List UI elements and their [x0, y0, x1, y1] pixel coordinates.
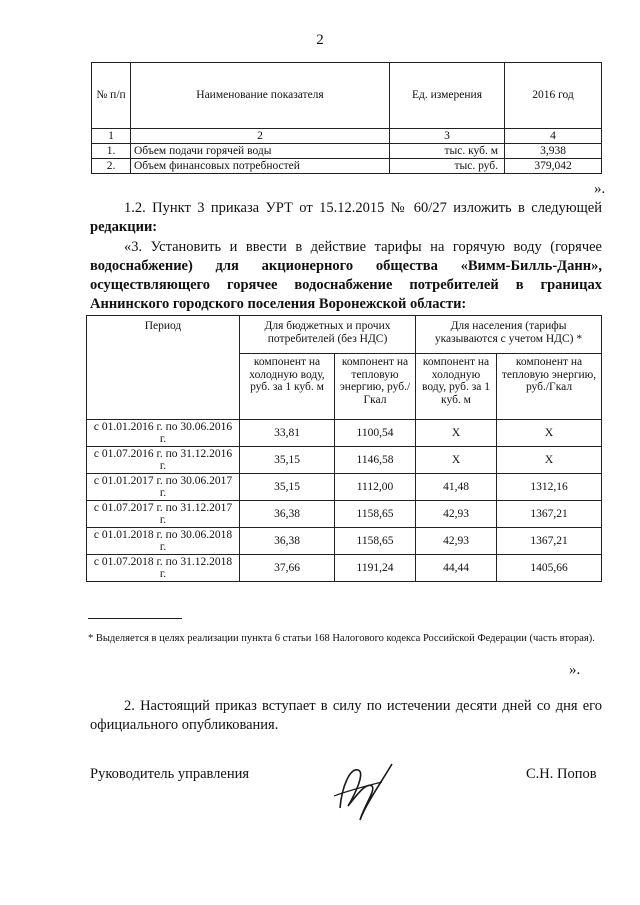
- table-row: [87, 501, 602, 528]
- value-cell: 37,66: [240, 555, 335, 582]
- page-number: 2: [316, 32, 324, 48]
- row-value: 3,938: [505, 144, 602, 159]
- para-2-line: 2. Настоящий приказ вступает в силу по истечении десяти дней со дня его: [124, 698, 602, 714]
- col-header-name: Наименование показателя: [131, 63, 390, 129]
- col-number: 1: [92, 129, 131, 144]
- value-cell: 42,93: [416, 528, 497, 555]
- row-unit: тыс. руб.: [390, 159, 505, 174]
- header-budget: Для бюджетных и прочих потребителей (без НДС): [240, 316, 416, 354]
- col-number: 2: [131, 129, 390, 144]
- value-cell: 1405,66: [497, 555, 602, 582]
- table-row: [87, 447, 602, 474]
- value-cell: 36,38: [240, 528, 335, 555]
- row-name: Объем финансовых потребностей: [131, 159, 390, 174]
- table-row: [92, 144, 602, 159]
- signatory-position: Руководитель управления: [90, 766, 250, 782]
- value-cell: 1312,16: [497, 474, 602, 501]
- para-3-line: «3. Установить и ввести в действие тарифы на горячую воду (горячее: [124, 239, 602, 255]
- row-unit: тыс. куб. м: [390, 144, 505, 159]
- row-name: Объем подачи горячей воды: [131, 144, 390, 159]
- header-population: Для населения (тарифы указываются с учетом НДС) *: [416, 316, 602, 354]
- col-header-unit: Ед. измерения: [390, 63, 505, 129]
- value-cell: X: [497, 447, 602, 474]
- para-3-line: Аннинского городского поселения Воронежской области:: [90, 296, 467, 312]
- header-heat-population: компонент на тепловую энергию, руб./Гкал: [497, 354, 602, 420]
- indicators-table: [91, 62, 602, 174]
- value-cell: 35,15: [240, 447, 335, 474]
- handwritten-signature: [320, 756, 400, 826]
- value-cell: X: [416, 420, 497, 447]
- para-3-line: водоснабжение) для акционерного общества «Вимм-Билль-Данн»,: [90, 258, 602, 274]
- period-cell: с 01.01.2016 г. по 30.06.2016 г.: [87, 420, 240, 447]
- table-row: [87, 555, 602, 582]
- row-num: 2.: [92, 159, 131, 174]
- header-cold: компонент на холодную воду, руб. за 1 куб. м: [240, 354, 335, 420]
- table-row: [87, 528, 602, 555]
- value-cell: 35,15: [240, 474, 335, 501]
- value-cell: 1112,00: [335, 474, 416, 501]
- value-cell: X: [416, 447, 497, 474]
- col-number: 3: [390, 129, 505, 144]
- para-1-2-lead: 1.2. Пункт 3 приказа УРТ от 15.12.2015 № 60/27 изложить в следующей: [124, 200, 602, 216]
- row-num: 1.: [92, 144, 131, 159]
- para-1-2-tail: редакции:: [90, 219, 158, 235]
- value-cell: 1100,54: [335, 420, 416, 447]
- period-cell: с 01.07.2016 г. по 31.12.2016 г.: [87, 447, 240, 474]
- row-value: 379,042: [505, 159, 602, 174]
- value-cell: 1158,65: [335, 528, 416, 555]
- para-3-line: осуществляющего горячее водоснабжение потребителей в границах: [90, 277, 602, 293]
- value-cell: 41,48: [416, 474, 497, 501]
- period-cell: с 01.01.2018 г. по 30.06.2018 г.: [87, 528, 240, 555]
- table-row: [87, 420, 602, 447]
- value-cell: 1158,65: [335, 501, 416, 528]
- header-heat: компонент на тепловую энергию, руб./Гкал: [335, 354, 416, 420]
- col-header-num: № п/п: [92, 63, 131, 129]
- value-cell: 42,93: [416, 501, 497, 528]
- closing-quote: ».: [594, 181, 606, 197]
- table-row: [87, 474, 602, 501]
- tariffs-table: [86, 315, 602, 582]
- col-header-year: 2016 год: [505, 63, 602, 129]
- header-period: Период: [87, 316, 240, 420]
- value-cell: 44,44: [416, 555, 497, 582]
- value-cell: X: [497, 420, 602, 447]
- closing-quote-2: ».: [569, 662, 581, 678]
- value-cell: 36,38: [240, 501, 335, 528]
- period-cell: с 01.01.2017 г. по 30.06.2017 г.: [87, 474, 240, 501]
- signatory-name: С.Н. Попов: [526, 766, 597, 782]
- header-cold-population: компонент на холодную воду, руб. за 1 куб. м: [416, 354, 497, 420]
- period-cell: с 01.07.2018 г. по 31.12.2018 г.: [87, 555, 240, 582]
- value-cell: 1367,21: [497, 528, 602, 555]
- value-cell: 33,81: [240, 420, 335, 447]
- period-cell: с 01.07.2017 г. по 31.12.2017 г.: [87, 501, 240, 528]
- table-row: [92, 159, 602, 174]
- footnote: * Выделяется в целях реализации пункта 6 статьи 168 Налогового кодекса Российской Федерации (часть вторая).: [88, 633, 595, 644]
- value-cell: 1191,24: [335, 555, 416, 582]
- footnote-divider: [88, 618, 182, 619]
- value-cell: 1146,58: [335, 447, 416, 474]
- value-cell: 1367,21: [497, 501, 602, 528]
- col-number: 4: [505, 129, 602, 144]
- para-2-line: официального опубликования.: [90, 717, 279, 733]
